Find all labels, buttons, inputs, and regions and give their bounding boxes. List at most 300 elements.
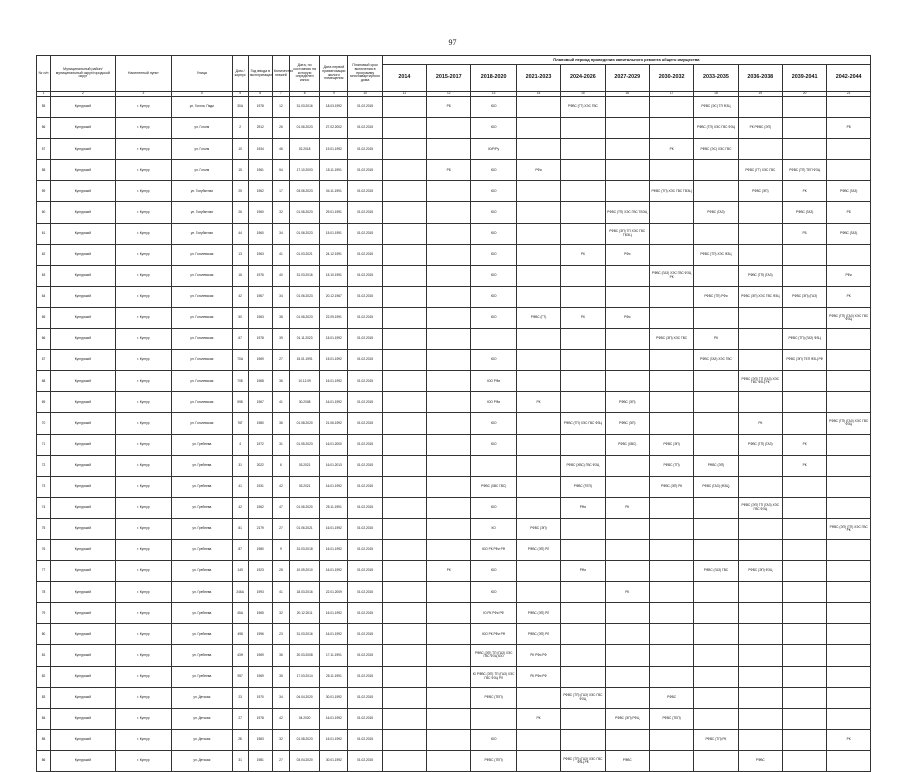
date-program-cell: 01.02.2015 (348, 455, 382, 476)
date-program-cell: 01.02.2015 (348, 729, 382, 750)
work-period-cell (605, 97, 649, 118)
work-period-cell (605, 624, 649, 645)
row-number: 55 (37, 97, 51, 118)
work-period-cell (827, 476, 871, 497)
date-program-cell: 01.02.2015 (348, 750, 382, 771)
work-period-cell (738, 518, 782, 539)
date-reached-cell: 20.12.2011 (290, 603, 320, 624)
work-period-cell: РФВС (ГТ) ХЭС ГВС (738, 160, 782, 181)
work-period-cell: РФВС (ТП) (ГАЗ) ХЭС ГВС ФЗЦ РК (561, 750, 605, 771)
street-cell: ул. Гребнева (172, 582, 232, 603)
table-row (37, 561, 871, 582)
work-period-cell (427, 371, 471, 392)
date-program-cell: 01.02.2015 (348, 244, 382, 265)
table-row (37, 286, 871, 307)
locality-cell: г. Кунгур (115, 518, 171, 539)
year-built-cell: 1983 (248, 729, 272, 750)
year-built-cell: 1965 (248, 603, 272, 624)
work-period-cell: РК (516, 708, 560, 729)
date-reached-cell: 02.2018 (290, 139, 320, 160)
street-cell: ул. Гоголя (172, 160, 232, 181)
table-row (37, 160, 871, 181)
work-period-cell (605, 729, 649, 750)
district-cell: Кунгурский (51, 265, 116, 286)
header-street: Улица (172, 56, 232, 92)
work-period-cell (782, 729, 826, 750)
work-period-cell (605, 118, 649, 139)
year-built-cell: 1934 (248, 139, 272, 160)
district-cell: Кунгурский (51, 729, 116, 750)
row-number: 73 (37, 476, 51, 497)
date-reached-cell: 31.03.2016 (290, 624, 320, 645)
date-privatization-cell: 15.01.1992 (320, 350, 348, 371)
district-cell: Кунгурский (51, 645, 116, 666)
work-period-cell: РФВС (ЭП) (ГАЗ) (782, 286, 826, 307)
work-period-cell (382, 118, 426, 139)
work-period-cell: РФВС (ЭП) РК (649, 476, 693, 497)
district-cell: Кунгурский (51, 455, 116, 476)
work-period-cell (605, 265, 649, 286)
work-period-cell (561, 434, 605, 455)
row-number: 85 (37, 729, 51, 750)
work-period-cell (649, 645, 693, 666)
work-period-cell (382, 687, 426, 708)
work-period-cell (427, 350, 471, 371)
column-number: 15 (561, 92, 605, 97)
work-period-cell: РК (605, 582, 649, 603)
house-cell: 76Г (232, 413, 248, 434)
year-built-cell: 1931 (248, 476, 272, 497)
work-period-cell (827, 160, 871, 181)
street-cell: ул. Гоголя (172, 139, 232, 160)
work-period-cell: ЮО (471, 160, 516, 181)
street-cell: ул. Голубятная (172, 202, 232, 223)
locality-cell: г. Кунгур (115, 307, 171, 328)
work-period-cell (694, 265, 738, 286)
work-period-cell: РФВС (ЭП) ХЭС ГВС (649, 329, 693, 350)
row-number: 76 (37, 539, 51, 560)
work-period-cell: РФВС (ЭП) (738, 181, 782, 202)
district-cell: Кунгурский (51, 97, 116, 118)
table-row (37, 518, 871, 539)
date-reached-cell: 04.04.2020 (290, 687, 320, 708)
work-period-cell: РФВС (ЭП) (694, 455, 738, 476)
work-period-cell (782, 413, 826, 434)
work-period-cell (694, 392, 738, 413)
work-period-cell: ЮО (471, 181, 516, 202)
year-header: 2021-2023 (516, 65, 560, 92)
year-built-cell: 1962 (248, 497, 272, 518)
floors-cell: 39 (272, 329, 289, 350)
row-number: 72 (37, 455, 51, 476)
work-period-cell (827, 455, 871, 476)
house-cell: 4 (232, 434, 248, 455)
year-header: 2027-2029 (605, 65, 649, 92)
street-cell: ул. Детская (172, 729, 232, 750)
year-built-cell: 1963 (248, 244, 272, 265)
work-period-cell (694, 223, 738, 244)
street-cell: ул. Гоголевская (172, 413, 232, 434)
work-period-cell (782, 624, 826, 645)
work-period-cell: РФи (827, 265, 871, 286)
work-period-cell: РФВС (ХВС) (605, 434, 649, 455)
floors-cell: 27 (272, 750, 289, 771)
work-period-cell: РБ (782, 223, 826, 244)
year-built-cell: 1976 (248, 265, 272, 286)
work-period-cell (382, 181, 426, 202)
floors-cell: 36 (272, 413, 289, 434)
date-privatization-cell: 16.01.1992 (320, 476, 348, 497)
table-row (37, 181, 871, 202)
street-cell: ул. Детская (172, 750, 232, 771)
date-reached-cell: 01.11.2023 (290, 329, 320, 350)
work-period-cell: РФВС (ЭС) ТП ФЗЦ (694, 97, 738, 118)
date-program-cell: 01.02.2015 (348, 666, 382, 687)
floors-cell: 9 (272, 539, 289, 560)
table-row (37, 645, 871, 666)
work-period-cell: РФВС (ТЕП) (649, 708, 693, 729)
district-cell: Кунгурский (51, 392, 116, 413)
table-row (37, 603, 871, 624)
work-period-cell (561, 518, 605, 539)
work-period-cell (649, 223, 693, 244)
date-privatization-cell: 27.02.2002 (320, 118, 348, 139)
locality-cell: г. Кунгур (115, 265, 171, 286)
floors-cell: 32 (272, 202, 289, 223)
work-period-cell (782, 476, 826, 497)
street-cell: ул. Детская (172, 687, 232, 708)
work-period-cell (827, 139, 871, 160)
work-period-cell (427, 329, 471, 350)
date-reached-cell: 30.2008 (290, 392, 320, 413)
work-period-cell (782, 371, 826, 392)
work-period-cell (605, 329, 649, 350)
floors-cell: 27 (272, 350, 289, 371)
work-period-cell: ЮО (471, 97, 516, 118)
work-period-cell: РК (782, 181, 826, 202)
date-privatization-cell: 30.01.1992 (320, 750, 348, 771)
locality-cell: г. Кунгур (115, 139, 171, 160)
date-privatization-cell: 16.01.1992 (320, 729, 348, 750)
table-row (37, 582, 871, 603)
work-period-cell: РК РФВС (ЭП) (738, 118, 782, 139)
work-period-cell (382, 202, 426, 223)
work-period-cell (782, 645, 826, 666)
capital-repair-table-sheet (36, 55, 871, 772)
work-period-cell: РФВС (ТП) ХЭС ФЗЦ (694, 244, 738, 265)
locality-cell: г. Кунгур (115, 729, 171, 750)
work-period-cell: РФВС (ТЕП) (561, 476, 605, 497)
floors-cell: 54 (272, 160, 289, 181)
row-number: 84 (37, 708, 51, 729)
year-built-cell: 1978 (248, 97, 272, 118)
district-cell: Кунгурский (51, 244, 116, 265)
work-period-cell (827, 392, 871, 413)
date-reached-cell: 01.06.2023 (290, 202, 320, 223)
header-plan-title: Плановый период проведения капитального ремонта общего имущества (382, 56, 870, 65)
work-period-cell: РФВС (ЭП) РФЦ (605, 708, 649, 729)
work-period-cell (694, 413, 738, 434)
work-period-cell: ЮО РК РФи РФ (471, 539, 516, 560)
row-number: 74 (37, 497, 51, 518)
work-period-cell (382, 518, 426, 539)
work-period-cell (427, 307, 471, 328)
work-period-cell (827, 371, 871, 392)
work-period-cell (382, 139, 426, 160)
column-number: 9 (320, 92, 348, 97)
work-period-cell (827, 497, 871, 518)
work-period-cell (738, 455, 782, 476)
table-row (37, 497, 871, 518)
house-cell: 15 (232, 160, 248, 181)
street-cell: ул. Гребнева (172, 539, 232, 560)
work-period-cell: РФВС (ТП) (ГАЗ) ХЭС ГВС ФЗЦ (827, 307, 871, 328)
work-period-cell (382, 265, 426, 286)
date-privatization-cell: 19.01.1992 (320, 139, 348, 160)
street-cell: ул. Детская (172, 708, 232, 729)
work-period-cell (516, 286, 560, 307)
data-rows (37, 97, 871, 772)
row-number: 65 (37, 307, 51, 328)
work-period-cell: РК (427, 561, 471, 582)
work-period-cell (427, 582, 471, 603)
work-period-cell: РФВС (ЭП) (516, 518, 560, 539)
work-period-cell (382, 497, 426, 518)
work-period-cell (382, 392, 426, 413)
date-program-cell: 01.02.2015 (348, 286, 382, 307)
work-period-cell (738, 666, 782, 687)
year-built-cell: 1967 (248, 286, 272, 307)
column-number: 17 (649, 92, 693, 97)
work-period-cell (427, 223, 471, 244)
date-privatization-cell: 24.12.1991 (320, 244, 348, 265)
year-header: 2014 (382, 65, 426, 92)
work-period-cell: РФВС (ЭС) ХЭС ГВС (694, 139, 738, 160)
work-period-cell: РФи (561, 561, 605, 582)
district-cell: Кунгурский (51, 139, 116, 160)
work-period-cell (738, 729, 782, 750)
row-number: 81 (37, 645, 51, 666)
district-cell: Кунгурский (51, 202, 116, 223)
house-cell: 957 (232, 666, 248, 687)
work-period-cell (827, 582, 871, 603)
date-program-cell: 01.02.2015 (348, 561, 382, 582)
house-cell: 70А (232, 350, 248, 371)
work-period-cell (561, 286, 605, 307)
work-period-cell: Ю РФВС (ЭП) ТП (ГАЗ) ХЭС ГВС ФЗЦ РЛ (471, 666, 516, 687)
work-period-cell (782, 392, 826, 413)
date-reached-cell: 03.06.2023 (290, 181, 320, 202)
work-period-cell: ЮО РФи (471, 371, 516, 392)
work-period-cell: ЮО (471, 350, 516, 371)
floors-cell: 34 (272, 223, 289, 244)
street-cell: ул. Гоголевская (172, 265, 232, 286)
work-period-cell (738, 392, 782, 413)
table-row (37, 223, 871, 244)
table-row (37, 97, 871, 118)
work-period-cell (738, 244, 782, 265)
work-period-cell (427, 265, 471, 286)
date-privatization-cell: 16.01.1992 (320, 539, 348, 560)
year-header: 2030-2032 (649, 65, 693, 92)
date-program-cell: 01.02.2015 (348, 434, 382, 455)
work-period-cell (382, 539, 426, 560)
work-period-cell (561, 350, 605, 371)
work-period-cell (738, 624, 782, 645)
work-period-cell: РФВС (738, 750, 782, 771)
street-cell: ул. Гоголя (172, 118, 232, 139)
work-period-cell (605, 160, 649, 181)
locality-cell: г. Кунгур (115, 392, 171, 413)
locality-cell: г. Кунгур (115, 329, 171, 350)
date-reached-cell: 17.03.2014 (290, 666, 320, 687)
work-period-cell (782, 118, 826, 139)
work-period-cell (382, 413, 426, 434)
table-row (37, 244, 871, 265)
street-cell: ул. Гоголя, Пяди (172, 97, 232, 118)
floors-cell: 31 (272, 434, 289, 455)
work-period-cell (427, 413, 471, 434)
year-built-cell: 1969 (248, 350, 272, 371)
date-reached-cell: 01.06.2023 (290, 118, 320, 139)
page-number: 97 (448, 38, 457, 47)
table-row (37, 539, 871, 560)
table-row (37, 371, 871, 392)
date-program-cell: 01.02.2015 (348, 518, 382, 539)
date-privatization-cell: 15.10.1991 (320, 265, 348, 286)
work-period-cell (427, 455, 471, 476)
work-period-cell: ЮО (471, 223, 516, 244)
floors-cell: 40 (272, 265, 289, 286)
date-program-cell: 01.02.2015 (348, 497, 382, 518)
locality-cell: г. Кунгур (115, 624, 171, 645)
date-privatization-cell: 22.01.2009 (320, 582, 348, 603)
locality-cell: г. Кунгур (115, 244, 171, 265)
year-built-cell: 1978 (248, 708, 272, 729)
work-period-cell: ЮО (471, 413, 516, 434)
house-cell: 50 (232, 307, 248, 328)
work-period-cell: РФВС (ГАЗ) ХЭС ГВС ФЗЦ РК (649, 265, 693, 286)
work-period-cell (427, 645, 471, 666)
work-period-cell: РФВС (ТП) ХЭС ГВС ФЗЦ (694, 118, 738, 139)
work-period-cell (471, 329, 516, 350)
work-period-cell: РФВС (ГАЗ) (827, 181, 871, 202)
work-period-cell: РФВС (605, 750, 649, 771)
date-reached-cell: 03.2021 (290, 476, 320, 497)
date-program-cell: 01.02.2015 (348, 223, 382, 244)
work-period-cell: РФи (561, 497, 605, 518)
work-period-cell (827, 708, 871, 729)
work-period-cell (649, 307, 693, 328)
street-cell: ул. Гребнева (172, 645, 232, 666)
district-cell: Кунгурский (51, 350, 116, 371)
house-cell: 13 (232, 244, 248, 265)
house-cell: 16 (232, 265, 248, 286)
locality-cell: г. Кунгур (115, 645, 171, 666)
work-period-cell (827, 750, 871, 771)
row-number: 61 (37, 223, 51, 244)
locality-cell: г. Кунгур (115, 223, 171, 244)
work-period-cell (827, 666, 871, 687)
work-period-cell (561, 265, 605, 286)
work-period-cell: РФВС (ЭП) РЛ (516, 624, 560, 645)
table-row (37, 729, 871, 750)
work-period-cell (516, 223, 560, 244)
street-cell: ул. Гребнева (172, 561, 232, 582)
locality-cell: г. Кунгур (115, 708, 171, 729)
date-privatization-cell: 16.01.1992 (320, 624, 348, 645)
house-cell: 67 (232, 329, 248, 350)
work-period-cell: ЮО (471, 582, 516, 603)
work-period-cell: РК (516, 392, 560, 413)
work-period-cell (561, 624, 605, 645)
table-row (37, 350, 871, 371)
house-cell: 498 (232, 624, 248, 645)
locality-cell: г. Кунгур (115, 539, 171, 560)
work-period-cell (382, 329, 426, 350)
street-cell: ул. Голубятная (172, 223, 232, 244)
work-period-cell: ЮО (471, 729, 516, 750)
work-period-cell (694, 750, 738, 771)
work-period-cell (516, 181, 560, 202)
street-cell: ул. Гребнева (172, 666, 232, 687)
locality-cell: г. Кунгур (115, 118, 171, 139)
date-privatization-cell: 16.01.1992 (320, 392, 348, 413)
year-built-cell: 1981 (248, 750, 272, 771)
date-reached-cell: 01.05.2023 (290, 434, 320, 455)
column-number: 8 (290, 92, 320, 97)
house-cell: 41 (232, 476, 248, 497)
work-period-cell (382, 455, 426, 476)
work-period-cell: РФВС (ТП) ХЭС ГВС ТВЭЦ (605, 202, 649, 223)
work-period-cell (738, 539, 782, 560)
locality-cell: г. Кунгур (115, 687, 171, 708)
work-period-cell (561, 645, 605, 666)
work-period-cell: РФВС (ТП) (ГАЗ) ФЗЦ (782, 329, 826, 350)
work-period-cell (561, 160, 605, 181)
year-built-cell: 1978 (248, 329, 272, 350)
row-number: 71 (37, 434, 51, 455)
work-period-cell: ЮО (471, 265, 516, 286)
date-reached-cell: 01.06.2023 (290, 307, 320, 328)
year-built-cell: 2022 (248, 455, 272, 476)
year-built-cell: 1923 (248, 561, 272, 582)
column-number: 2 (51, 92, 116, 97)
house-cell: 30А (232, 97, 248, 118)
work-period-cell (427, 476, 471, 497)
work-period-cell: РФВС (ТЕП) (471, 750, 516, 771)
date-program-cell: 01.02.2015 (348, 350, 382, 371)
work-period-cell (694, 539, 738, 560)
work-period-cell: ЮО (471, 244, 516, 265)
work-period-cell (827, 687, 871, 708)
table-row (37, 750, 871, 771)
table-row (37, 118, 871, 139)
street-cell: ул. Гребнева (172, 434, 232, 455)
work-period-cell (649, 244, 693, 265)
date-privatization-cell: 16.01.1992 (320, 371, 348, 392)
street-cell: ул. Гоголевская (172, 392, 232, 413)
work-period-cell (782, 561, 826, 582)
date-privatization-cell: 16.01.2013 (320, 455, 348, 476)
work-period-cell: РФВС (ЭП) (ТП) ХЭС ГВС РК (827, 518, 871, 539)
work-period-cell (561, 118, 605, 139)
street-cell: ул. Гребнева (172, 455, 232, 476)
work-period-cell (649, 603, 693, 624)
work-period-cell (427, 666, 471, 687)
work-period-cell: РФВС (ЭП) ТЕП ФЗЦ РФ (782, 350, 826, 371)
work-period-cell: ЮО (471, 497, 516, 518)
